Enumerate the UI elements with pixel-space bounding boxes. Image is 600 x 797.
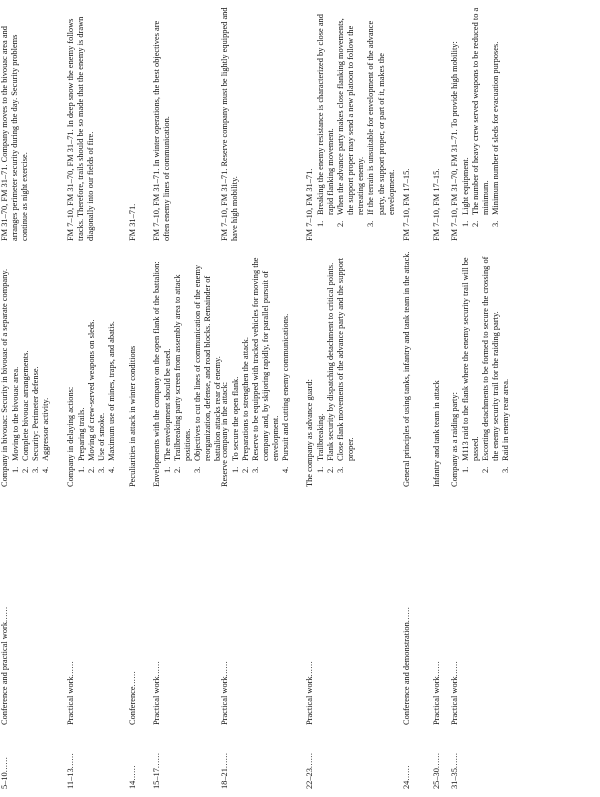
type-cell [66, 493, 76, 725]
reference-cell [128, 7, 138, 241]
item-number: 2. [21, 466, 31, 473]
type-label: Practical work [66, 676, 75, 725]
subject-cell [305, 247, 356, 487]
reference-cell [0, 7, 30, 241]
reference-text: FM 7–10, FM 31–70, FM 31–71. In deep snow the enemy follows tracks. Therefore, trails should be so made that the enemy is drawn diagonally into our fields of fire. [66, 16, 96, 241]
reference-list [316, 7, 397, 241]
subject-text: Infantry and tank team in attack [432, 380, 441, 487]
item-text: Minimum number of sleds for evacuation purposes. [491, 41, 501, 215]
item-text: Close flank movements of the advance party and the support proper. [336, 257, 356, 461]
list-item [231, 247, 241, 473]
hours-cell [305, 729, 315, 789]
item-text: Aggressor activity. [41, 397, 51, 461]
subject-list [11, 247, 51, 487]
subject-text: Reserve company in the attack: [220, 381, 229, 487]
leader-dots: ...... [128, 670, 137, 687]
type-label: Practical work [220, 676, 229, 725]
type-cell [152, 493, 162, 725]
item-text: If the terrain is unsuitable for envelopment of the advance party, the support proper, or part of it, makes the envelopment. [366, 20, 396, 215]
item-text: M113 raid to the flank where the enemy security trail will be passed. [461, 257, 481, 461]
subject-text: The company as advance guard: [305, 379, 314, 487]
list-item [471, 7, 491, 227]
subject-column [0, 247, 600, 487]
list-item [11, 247, 21, 473]
subject-text: Company in delaying actions: [66, 386, 75, 487]
leader-dots: ...... [432, 660, 441, 677]
reference-text: FM 7–10, FM 31–70, FM 31–71. To provide high mobility: [450, 41, 459, 241]
hours-column [0, 729, 600, 789]
hours-cell [402, 729, 412, 789]
list-item [281, 247, 291, 473]
type-cell [432, 493, 442, 725]
item-number: 2. [87, 466, 97, 473]
list-item [501, 247, 511, 473]
type-cell [128, 493, 138, 725]
list-item [336, 7, 366, 227]
type-label: Conference and practical work [0, 621, 9, 725]
list-item [173, 247, 193, 473]
reference-cell [66, 7, 96, 241]
leader-dots: ...... [402, 606, 411, 623]
list-item [461, 7, 471, 227]
type-label: Practical work [152, 676, 161, 725]
subject-cell [128, 247, 138, 487]
leader-dots: ...... [305, 752, 314, 769]
item-text: The envelopment should be used. [163, 348, 173, 461]
leader-dots: ...... [128, 765, 137, 781]
list-item [31, 247, 41, 473]
item-text: Trailbreaking. [316, 413, 326, 461]
reference-cell [432, 7, 442, 241]
list-item [251, 247, 281, 473]
reference-cell [305, 7, 397, 241]
hours-label: 31–35 [450, 768, 459, 789]
list-item [107, 247, 117, 473]
hours-label: 15–17 [152, 768, 161, 789]
type-label: Practical work [450, 676, 459, 725]
hours-label: 24 [402, 780, 411, 789]
list-item [326, 247, 336, 473]
leader-dots: ...... [152, 660, 161, 677]
item-number: 2. [336, 220, 346, 227]
item-text: Pursuit and cutting enemy communications. [281, 313, 291, 461]
subject-cell [220, 247, 292, 487]
item-number: 4. [107, 466, 117, 473]
list-item [97, 247, 107, 473]
leader-dots: ...... [450, 752, 459, 769]
item-text: Use of smoke. [97, 412, 107, 461]
item-number: 1. [11, 466, 21, 473]
item-text: The number of heavy crew served weapons to be reduced to a minimum. [471, 7, 491, 215]
type-column [0, 493, 600, 725]
item-number: 4. [281, 466, 291, 473]
leader-dots: ...... [152, 752, 161, 769]
hours-label: 5–10 [0, 772, 9, 789]
item-number: 3. [251, 466, 261, 473]
item-number: 3. [193, 466, 203, 473]
item-text: Maximum use of mines, traps, and abatis. [107, 321, 117, 461]
item-number: 4. [41, 466, 51, 473]
hours-cell [66, 729, 76, 789]
reference-text: FM 7–10, FM 17–15. [432, 168, 441, 241]
subject-list [77, 247, 117, 487]
type-cell [0, 493, 10, 725]
hours-cell [152, 729, 162, 789]
subject-list [231, 247, 291, 487]
item-text: Flank security by dispatching detachment to critical points. [326, 262, 336, 461]
item-number: 3. [336, 466, 346, 473]
item-text: Reserve to be equipped with tracked vehicles for moving the company and, by skijoring rapidly, for parallel pursuit of envelopment. [251, 257, 281, 461]
item-number: 2. [241, 466, 251, 473]
subject-cell [450, 247, 511, 487]
subject-cell [0, 247, 51, 487]
reference-text: FM 7–10, FM 31–71. Reserve company must be lightly equipped and have high mobility. [220, 7, 240, 241]
list-item [193, 247, 223, 473]
type-label: Practical work [305, 676, 314, 725]
subject-list [316, 247, 356, 487]
reference-cell [402, 7, 412, 241]
reference-text: FM 31–71. [128, 203, 137, 241]
list-item [366, 7, 396, 227]
item-text: Trailbreaking party screen from assembly area to attack positions. [173, 274, 193, 461]
leader-dots: ...... [66, 660, 75, 677]
item-text: When the advance party makes close flanking movements, the support proper may send a new platoon to follow the retreating enemy. [336, 18, 366, 215]
subject-cell [152, 247, 224, 487]
type-cell [220, 493, 230, 725]
list-item [77, 247, 87, 473]
list-item [316, 247, 326, 473]
leader-dots: ...... [220, 660, 229, 677]
item-number: 1. [77, 466, 87, 473]
item-number: 3. [501, 466, 511, 473]
subject-list [461, 247, 511, 487]
type-label: Practical work [432, 676, 441, 725]
hours-cell [0, 729, 10, 789]
reference-list [461, 7, 501, 241]
list-item [21, 247, 31, 473]
hours-cell [220, 729, 230, 789]
subject-text: General principles of using tanks, infantry and tank team in the attack. [402, 251, 411, 487]
subject-text: Peculiarities in attack in winter conditions [128, 345, 137, 487]
hours-cell [432, 729, 442, 789]
subject-list [163, 247, 223, 487]
item-text: Security: Perimeter defense. [31, 366, 41, 461]
hours-label: 22–23 [305, 768, 314, 789]
references-column [0, 7, 600, 241]
item-text: Objectives to cut the lines of communication of the enemy reorganization, defense, and road blocks. Remainder of battalion attacks rear of enemy. [193, 264, 223, 461]
reference-text: FM 7–10, FM 31–71. [305, 168, 314, 241]
type-cell [450, 493, 460, 725]
item-text: To secure the open flank. [231, 376, 241, 461]
item-number: 2. [471, 220, 481, 227]
item-text: Breaking the enemy resistance is characterized by close and rapid flanking movement. [316, 14, 336, 215]
reference-text: FM 7–10, FM 31–71. In winter operations, the best objectives are often enemy lines of communication. [152, 20, 172, 241]
hours-cell [450, 729, 460, 789]
list-item [87, 247, 97, 473]
subject-cell [66, 247, 117, 487]
subject-text: Envelopments with the company on the open flank of the battalion: [152, 261, 161, 487]
type-cell [305, 493, 315, 725]
list-item [461, 247, 481, 473]
subject-cell [402, 247, 412, 487]
type-label: Conference and demonstration [402, 622, 411, 725]
list-item [41, 247, 51, 473]
item-number: 3. [31, 466, 41, 473]
item-number: 1. [461, 220, 471, 227]
reference-text: FM 7–10, FM 17–15. [402, 168, 411, 241]
item-number: 3. [366, 220, 376, 227]
list-item [163, 247, 173, 473]
list-item [241, 247, 251, 473]
type-label: Conference [128, 686, 137, 725]
item-text: Escorting detachments to be formed to secure the crossing of the enemy security trail for the raiding party. [481, 256, 501, 461]
item-number: 2. [481, 466, 491, 473]
hours-cell [128, 729, 138, 789]
leader-dots: ...... [305, 660, 314, 677]
subject-text: Company as a raiding party: [450, 392, 459, 487]
item-number: 2. [326, 466, 336, 473]
subject-text: Company in bivouac: Security in bivouac of a separate company. [0, 268, 9, 487]
item-text: Moving of crew-served weapons on sleds. [87, 319, 97, 461]
reference-cell [220, 7, 240, 241]
item-text: Moving to the bivouac area. [11, 366, 21, 461]
item-number: 1. [231, 466, 241, 473]
hours-label: 18–21 [220, 768, 229, 789]
item-number: 3. [491, 220, 501, 227]
reference-text: FM 31–70, FM 31–71. Company moves to the bivouac area and arranges perimeter security during the day. Security problems continue as night exercise. [0, 26, 30, 241]
item-number: 2. [173, 466, 183, 473]
leader-dots: ...... [450, 660, 459, 677]
list-item [481, 247, 501, 473]
leader-dots: ...... [66, 752, 75, 769]
item-text: Raid in enemy rear area. [501, 378, 511, 461]
item-number: 3. [97, 466, 107, 473]
hours-label: 14 [128, 780, 137, 789]
leader-dots: ...... [402, 765, 411, 781]
leader-dots: ...... [0, 606, 9, 622]
list-item [491, 7, 501, 227]
hours-label: 11–13 [66, 768, 75, 789]
leader-dots: ...... [432, 752, 441, 769]
item-text: Light equipment. [461, 157, 471, 215]
reference-cell [152, 7, 172, 241]
list-item [316, 7, 336, 227]
item-text: Complete bivouac arrangements. [21, 350, 31, 461]
item-number: 1. [163, 466, 173, 473]
item-text: Preparations to strengthen the attack. [241, 337, 251, 461]
hours-label: 25–30 [432, 768, 441, 789]
subject-cell [432, 247, 442, 487]
item-text: Preparing trails. [77, 407, 87, 461]
leader-dots: ...... [0, 756, 9, 773]
item-number: 1. [316, 220, 326, 227]
list-item [336, 247, 356, 473]
item-number: 1. [316, 466, 326, 473]
reference-cell [450, 7, 501, 241]
type-cell [402, 493, 412, 725]
item-number: 1. [461, 466, 471, 473]
leader-dots: ...... [220, 752, 229, 769]
